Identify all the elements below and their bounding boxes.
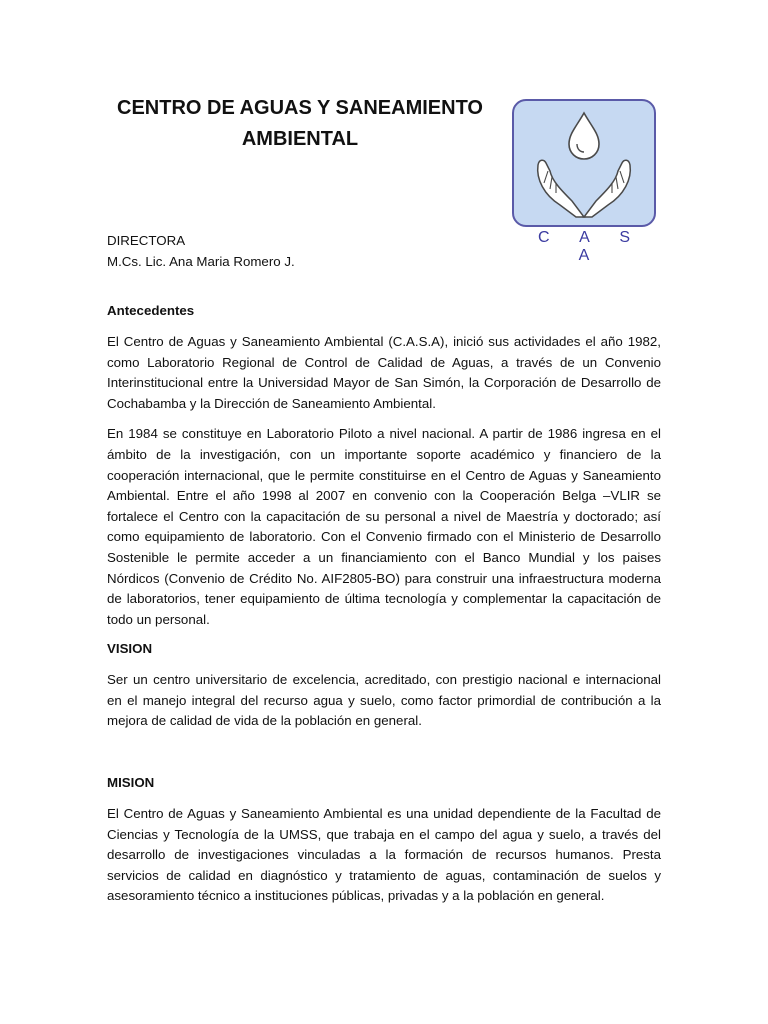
antecedentes-paragraph-2: En 1984 se constituye en Laboratorio Piloto a nivel nacional. A partir de 1986 ingresa en el ámbito de la investigación, con un importante soporte académico y financiero de la cooperación internacional, que le permite constituirse en el Centro de Aguas y Saneamiento Ambiental. Entre el año 1998 al 2007 en convenio con la Cooperación Belga –VLIR se fortalece el Centro con la capacitación de su personal a nivel de Maestría y doctorado; así como equipamiento de laboratorio. Con el Convenio firmado con el Ministerio de Desarrollo Sostenible le permite acceder a un financiamiento con el Banco Mundial y los paises Nórdicos (Convenio de Crédito No. AIF2805-BO) para construir una infraestructura moderna de laboratorios, tener equipamiento de última tecnología y complementar la capacitación de todo un personal. — [107, 426, 661, 627]
director-role: DIRECTORA — [107, 233, 186, 248]
heading-mision: MISION — [107, 775, 155, 790]
water-drop-hands-icon — [514, 101, 654, 225]
casa-logo — [512, 99, 656, 227]
title-line-1: CENTRO DE AGUAS Y SANEAMIENTO — [117, 97, 483, 119]
antecedentes-paragraph-1: El Centro de Aguas y Saneamiento Ambiental (C.A.S.A), inició sus actividades el año 1982, como Laboratorio Regional de Control de Calidad de Aguas, a través de un Convenio Interinstitucional entre la Universidad Mayor de San Simón, la Corporación de Desarrollo de Cochabamba y la Dirección de Saneamiento Ambiental. — [107, 334, 661, 411]
logo-text: C A S A — [537, 229, 644, 264]
vision-body — [107, 670, 661, 732]
document-title — [100, 93, 500, 155]
heading-antecedentes: Antecedentes — [107, 303, 195, 318]
director-block — [107, 231, 661, 272]
heading-vision: VISION — [107, 641, 153, 656]
mision-body — [107, 804, 661, 907]
mision-paragraph: El Centro de Aguas y Saneamiento Ambiental es una unidad dependiente de la Facultad de Ciencias y Tecnología de la UMSS, que trabaja en el campo del agua y suelo, a través del desarrollo de investigaciones vinculadas a la formación de recursos humanos. Presta servicios de calidad en diagnóstico y tratamiento de aguas, contaminación de suelos y asesoramiento técnico a instituciones públicas, privadas y a la población en general. — [107, 806, 661, 904]
antecedentes-body — [107, 332, 661, 630]
vision-paragraph: Ser un centro universitario de excelencia, acreditado, con prestigio nacional e internacional en el manejo integral del recurso agua y suelo, como factor primordial de contribución a la mejora de calidad de vida de la población en general. — [107, 672, 661, 729]
title-line-2: AMBIENTAL — [241, 128, 359, 150]
director-name: M.Cs. Lic. Ana Maria Romero J. — [107, 253, 295, 269]
